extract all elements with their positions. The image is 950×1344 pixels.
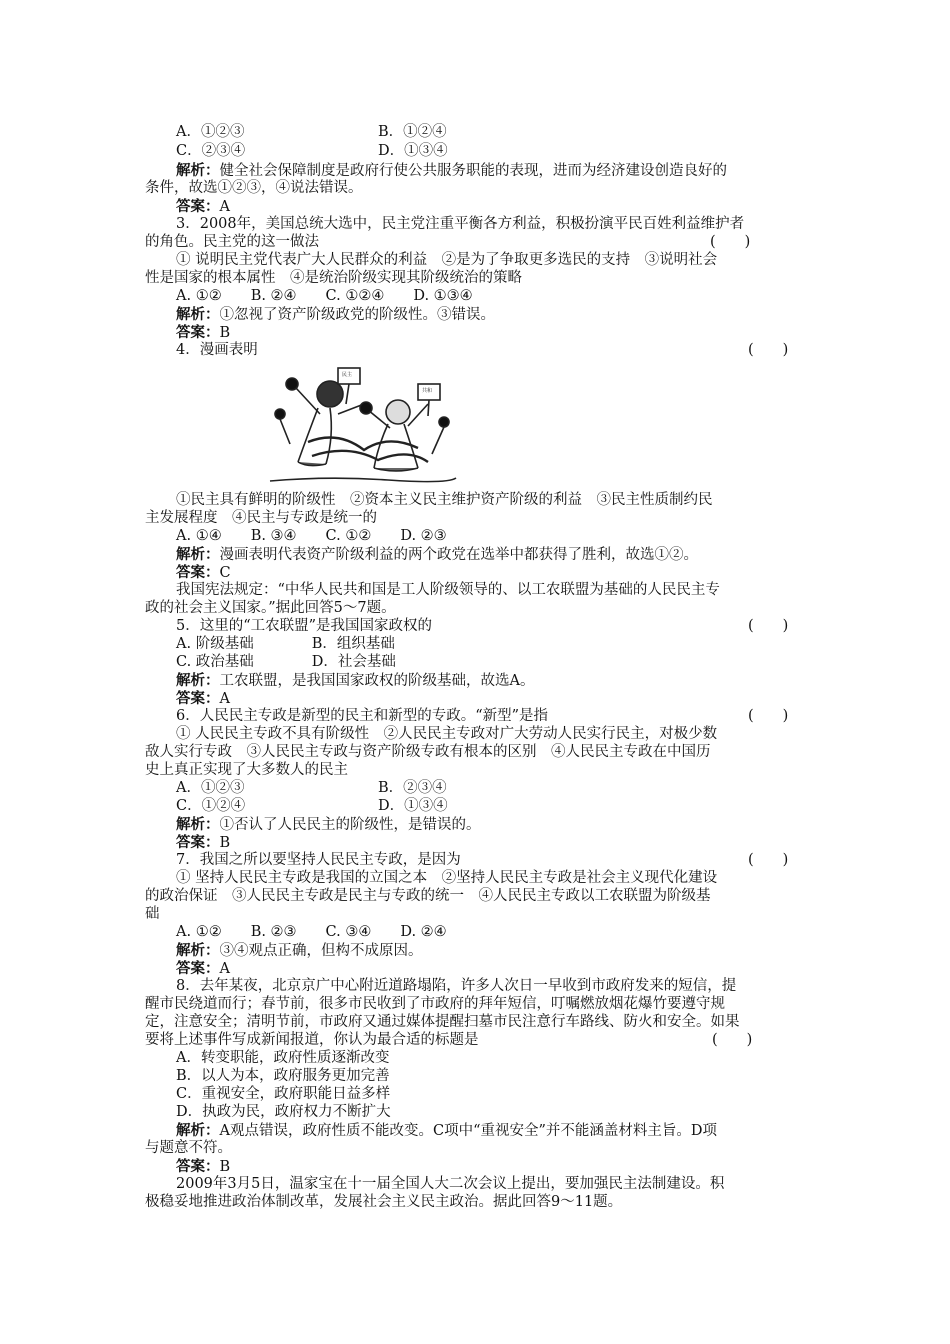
q5-analysis bbox=[176, 672, 534, 691]
q6-option-c: C．①②④ bbox=[176, 798, 246, 814]
q2-analysis-line-1 bbox=[176, 162, 727, 181]
q7-items-line-3: 础 bbox=[145, 906, 160, 922]
q6-answer bbox=[176, 834, 230, 853]
q8-answer-blank: ( ) bbox=[712, 1032, 753, 1048]
analysis-text: 工农联盟，是我国国家政权的阶级基础，故选A。 bbox=[219, 673, 535, 689]
q8-option-d: D．执政为民，政府权力不断扩大 bbox=[176, 1104, 391, 1120]
q4-analysis bbox=[176, 546, 698, 565]
q5-answer bbox=[176, 690, 230, 709]
analysis-text: 健全社会保障制度是政府行使公共服务职能的表现，进而为经济建设创造良好的 bbox=[219, 163, 727, 179]
analysis-label: 解析： bbox=[176, 942, 220, 959]
q4-options: A. ①④ B. ③④ C. ①② D. ②③ bbox=[176, 528, 447, 544]
answer-label: 答案： bbox=[176, 564, 220, 581]
answer-label: 答案： bbox=[176, 198, 220, 215]
answer-label: 答案： bbox=[176, 324, 220, 341]
cartoon-sign-left-text: 民主 bbox=[342, 372, 353, 378]
answer-value: A bbox=[219, 691, 230, 707]
q2-option-d: D．①③④ bbox=[378, 143, 448, 159]
q3-answer-blank: ( ) bbox=[710, 234, 751, 250]
q4-stem: 4．漫画表明 bbox=[176, 342, 258, 358]
analysis-label: 解析： bbox=[176, 162, 220, 179]
analysis-label: 解析： bbox=[176, 306, 220, 323]
q3-items-line-2: 性是国家的根本属性 ④是统治阶级实现其阶级统治的策略 bbox=[145, 270, 522, 286]
answer-value: A bbox=[219, 199, 230, 215]
analysis-text: ③④观点正确，但构不成原因。 bbox=[219, 943, 423, 959]
q5-options-cd: C. 政治基础 D．社会基础 bbox=[176, 654, 396, 670]
q6-stem: 6．人民民主专政是新型的民主和新型的专政。“新型”是指 bbox=[176, 708, 549, 724]
answer-label: 答案： bbox=[176, 834, 220, 851]
q6-items-line-1: ① 人民民主专政不具有阶级性 ②人民民主专政对广大劳动人民实行民主，对极少数 bbox=[176, 726, 718, 742]
intro-5-7-line-1: 我国宪法规定：“中华人民共和国是工人阶级领导的、以工农联盟为基础的人民民主专 bbox=[176, 582, 720, 598]
q3-items-line-1: ① 说明民主党代表广大人民群众的利益 ②是为了争取更多选民的支持 ③说明社会 bbox=[176, 252, 718, 268]
q8-option-a: A．转变职能，政府性质逐渐改变 bbox=[176, 1050, 390, 1066]
q8-analysis-line-1 bbox=[176, 1122, 717, 1141]
q7-items-line-2: 的政治保证 ③人民民主专政是民主与专政的统一 ④人民民主专政以工农联盟为阶级基 bbox=[145, 888, 711, 904]
analysis-label: 解析： bbox=[176, 546, 220, 563]
answer-label: 答案： bbox=[176, 690, 220, 707]
election-cartoon-image bbox=[268, 364, 458, 486]
q3-stem-line-1: 3．2008年，美国总统大选中，民主党注重平衡各方利益，积极扮演平民百姓利益维护者 bbox=[176, 216, 745, 232]
q6-items-line-2: 敌人实行专政 ③人民民主专政与资产阶级专政有根本的区别 ④人民民主专政在中国历 bbox=[145, 744, 711, 760]
q7-items-line-1: ① 坚持人民民主专政是我国的立国之本 ②坚持人民民主专政是社会主义现代化建设 bbox=[176, 870, 718, 886]
analysis-text: ①否认了人民民主的阶级性，是错误的。 bbox=[219, 817, 481, 833]
q7-answer bbox=[176, 960, 230, 979]
intro-9-11-line-1: 2009年3月5日，温家宝在十一届全国人大二次会议上提出，要加强民主法制建设。积 bbox=[176, 1176, 725, 1192]
answer-value: C bbox=[219, 565, 231, 581]
q7-answer-blank: ( ) bbox=[748, 852, 789, 868]
analysis-text: A观点错误，政府性质不能改变。C项中“重视安全”并不能涵盖材料主旨。D项 bbox=[219, 1123, 718, 1139]
q2-option-c: C．②③④ bbox=[176, 143, 246, 159]
q8-stem-line-3: 定，注意安全；清明节前，市政府又通过媒体提醒扫墓市民注意行车路线、防火和安全。如果 bbox=[145, 1014, 740, 1030]
cartoon-sign-right-text: 共和 bbox=[422, 388, 433, 394]
q6-answer-blank: ( ) bbox=[748, 708, 789, 724]
q8-answer bbox=[176, 1158, 230, 1177]
q2-analysis-line-2: 条件，故选①②③，④说法错误。 bbox=[145, 180, 363, 196]
q4-items-line-1: ①民主具有鲜明的阶级性 ②资本主义民主维护资产阶级的利益 ③民主性质制约民 bbox=[176, 492, 713, 508]
q8-analysis-line-2: 与题意不符。 bbox=[145, 1140, 232, 1156]
q8-stem-line-4: 要将上述事件写成新闻报道，你认为最合适的标题是 bbox=[145, 1032, 479, 1048]
analysis-label: 解析： bbox=[176, 672, 220, 689]
q7-stem: 7．我国之所以要坚持人民民主专政，是因为 bbox=[176, 852, 461, 868]
answer-label: 答案： bbox=[176, 960, 220, 977]
q3-analysis bbox=[176, 306, 495, 325]
q8-stem-line-1: 8．去年某夜，北京京广中心附近道路塌陷，许多人次日一早收到市政府发来的短信，提 bbox=[176, 978, 737, 994]
analysis-label: 解析： bbox=[176, 1122, 220, 1139]
q6-option-a: A．①②③ bbox=[176, 780, 245, 796]
q4-answer bbox=[176, 564, 231, 583]
q6-analysis bbox=[176, 816, 481, 835]
intro-5-7-line-2: 政的社会主义国家。”据此回答5～7题。 bbox=[145, 600, 396, 616]
analysis-text: ①忽视了资产阶级政党的阶级性。③错误。 bbox=[219, 307, 495, 323]
answer-label: 答案： bbox=[176, 1158, 220, 1175]
intro-9-11-line-2: 极稳妥地推进政治体制改革，发展社会主义民主政治。据此回答9～11题。 bbox=[145, 1194, 623, 1210]
q2-answer bbox=[176, 198, 230, 217]
analysis-text: 漫画表明代表资产阶级利益的两个政党在选举中都获得了胜利，故选①②。 bbox=[219, 547, 698, 563]
q8-stem-line-2: 醒市民绕道而行；春节前，很多市民收到了市政府的拜年短信，叮嘱燃放烟花爆竹要遵守规 bbox=[145, 996, 725, 1012]
q8-option-b: B．以人为本，政府服务更加完善 bbox=[176, 1068, 390, 1084]
answer-value: B bbox=[219, 835, 231, 851]
q7-analysis bbox=[176, 942, 423, 961]
q6-option-b: B．②③④ bbox=[378, 780, 447, 796]
answer-value: A bbox=[219, 961, 230, 977]
q3-options: A. ①② B. ②④ C. ①②④ D. ①③④ bbox=[176, 288, 473, 304]
q6-items-line-3: 史上真正实现了大多数人的民主 bbox=[145, 762, 348, 778]
q4-items-line-2: 主发展程度 ④民主与专政是统一的 bbox=[145, 510, 377, 526]
analysis-label: 解析： bbox=[176, 816, 220, 833]
q5-options-ab: A. 阶级基础 B．组织基础 bbox=[176, 636, 395, 652]
q3-answer bbox=[176, 324, 230, 343]
q3-stem-line-2: 的角色。民主党的这一做法 bbox=[145, 234, 319, 250]
q4-answer-blank: ( ) bbox=[748, 342, 789, 358]
q2-option-a: A．①②③ bbox=[176, 124, 245, 140]
answer-value: B bbox=[219, 1159, 231, 1175]
q6-option-d: D．①③④ bbox=[378, 798, 448, 814]
q5-stem: 5．这里的“工农联盟”是我国国家政权的 bbox=[176, 618, 433, 634]
answer-value: B bbox=[219, 325, 231, 341]
q5-answer-blank: ( ) bbox=[748, 618, 789, 634]
q2-option-b: B．①②④ bbox=[378, 124, 447, 140]
q8-option-c: C．重视安全，政府职能日益多样 bbox=[176, 1086, 391, 1102]
q7-options: A. ①② B. ②③ C. ③④ D. ②④ bbox=[176, 924, 447, 940]
